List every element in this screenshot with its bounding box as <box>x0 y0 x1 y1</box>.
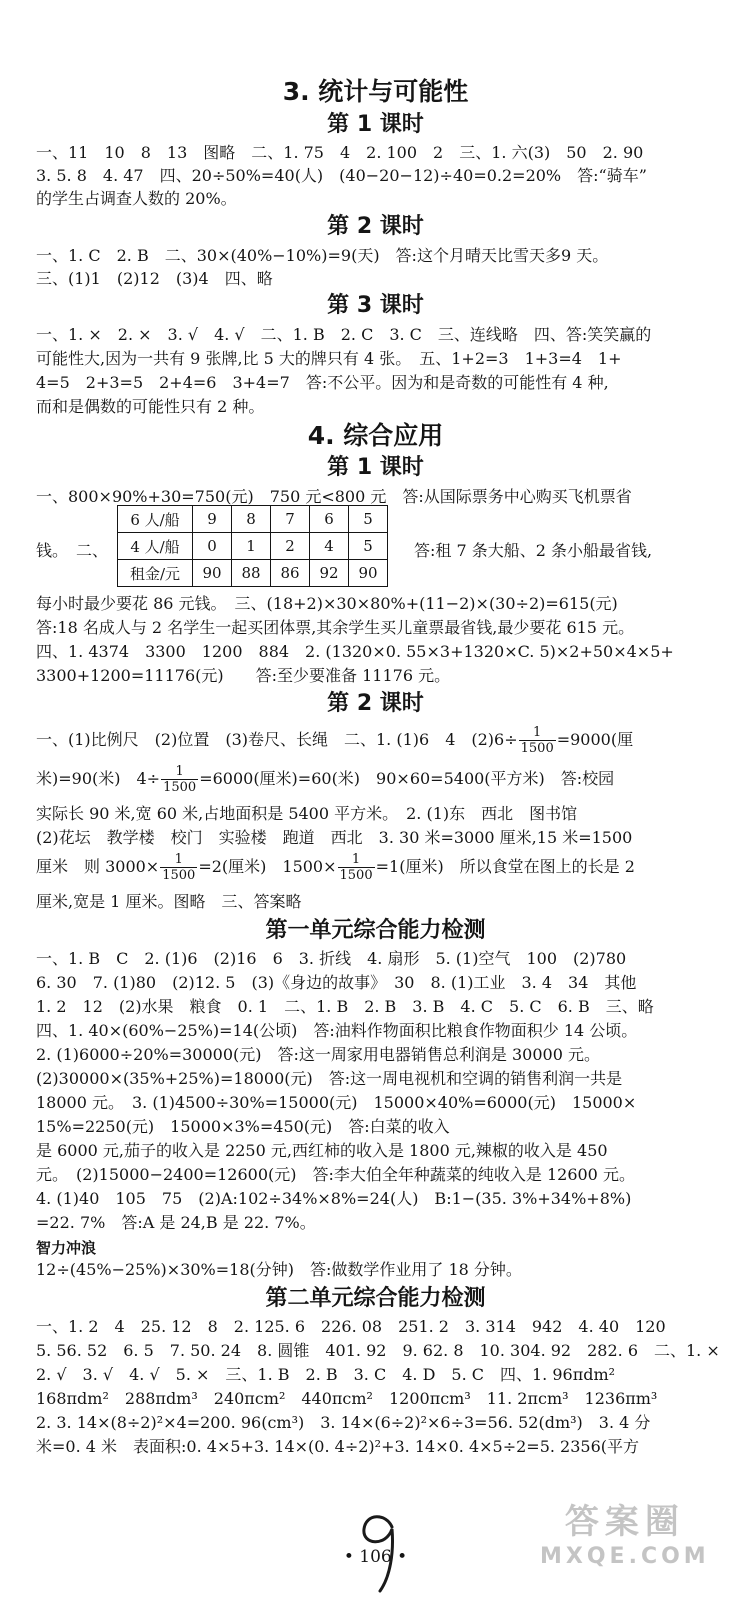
fraction-denominator: 1500 <box>162 868 196 883</box>
table-row <box>118 560 388 587</box>
fraction-denominator: 1500 <box>339 868 373 883</box>
answer-line: 一、800×90%+30=750(元) 750 元<800 元 答:从国际票务中心购买飞机票省 <box>36 487 632 506</box>
table-cell: 7 <box>271 506 310 533</box>
watermark-logo <box>540 1500 710 1569</box>
section-title-statistics: 3. 统计与可能性 <box>282 77 469 106</box>
lesson-heading: 第 1 课时 <box>327 455 424 480</box>
answer-line: 3300+1200=11176(元) 答:至少要准备 11176 元。 <box>36 666 451 685</box>
watermark-url: MXQE.COM <box>540 1544 710 1569</box>
answer-line: 每小时最少要花 86 元钱。 三、(18+2)×30×80%+(11−2)×(30÷2)=615(元) <box>36 594 618 613</box>
boat-rental-table <box>117 505 388 587</box>
lesson-heading: 第 2 课时 <box>327 691 424 716</box>
answer-line: 3. 5. 8 4. 47 四、20÷50%=40(人) (40−20−12)÷40=0.2=20% 答:“骑车” <box>36 166 647 185</box>
answer-line: 1. 2 12 (2)水果 粮食 0. 1 二、1. B 2. B 3. B 4. C 5. C 6. B 三、略 <box>36 997 654 1016</box>
table-cell: 2 <box>271 533 310 560</box>
answer-line: 可能性大,因为一共有 9 张牌,比 5 大的牌只有 4 张。 五、1+2=3 1+3=4 1+ <box>36 349 622 368</box>
answer-line: 2. 3. 14×(8÷2)²×4=200. 96(cm³) 3. 14×(6÷2)²×6÷3=56. 52(dm³) 3. 4 分 <box>36 1413 651 1432</box>
answer-line: 4=5 2+3=5 2+4=6 3+4=7 答:不公平。因为和是奇数的可能性有 4 种, <box>36 373 609 392</box>
row-label: 6 人/船 <box>118 506 193 533</box>
answer-line: 厘米,宽是 1 厘米。图略 三、答案略 <box>36 892 302 911</box>
unit-test-heading: 第二单元综合能力检测 <box>265 1286 486 1311</box>
answer-line: 一、1. 2 4 25. 12 8 2. 125. 6 226. 08 251. 2 3. 314 942 4. 40 120 <box>36 1317 666 1336</box>
table-row <box>118 506 388 533</box>
answer-line: 一、1. × 2. × 3. √ 4. √ 二、1. B 2. C 3. C 三、连线略 四、答:笑笑赢的 <box>36 325 652 344</box>
fraction-denominator: 1500 <box>520 741 554 756</box>
fraction-numerator: 1 <box>161 764 198 780</box>
section-title-application: 4. 综合应用 <box>307 421 444 450</box>
answer-text: 米)=90(米) 4÷ <box>36 769 161 788</box>
answer-text: =2(厘米) 1500× <box>198 857 337 876</box>
table-cell: 5 <box>349 533 388 560</box>
table-cell: 90 <box>349 560 388 587</box>
answer-line: 2. (1)6000÷20%=30000(元) 答:这一周家用电器销售总利润是 30000 元。 <box>36 1045 600 1064</box>
table-cell: 90 <box>193 560 232 587</box>
answer-line <box>36 848 716 886</box>
answer-line: 元。 (2)15000−2400=12600(元) 答:李大伯全年种蔬菜的纯收入是 12600 元。 <box>36 1165 635 1184</box>
fraction <box>161 764 198 795</box>
answer-line: 钱。 二、 <box>36 541 109 560</box>
answer-line: (2)花坛 教学楼 校门 实验楼 跑道 西北 3. 30 米=3000 厘米,15 米=1500 <box>36 828 633 847</box>
fraction <box>519 725 556 756</box>
answer-line <box>36 722 716 758</box>
answer-line: 三、(1)1 (2)12 (3)4 四、略 <box>36 269 273 288</box>
brain-teaser-heading: 智力冲浪 <box>36 1239 97 1257</box>
page-number: • 106 • <box>343 1547 408 1567</box>
answer-text: =9000(厘 <box>556 730 634 749</box>
fraction <box>160 852 197 883</box>
answer-line: 四、1. 4374 3300 1200 884 2. (1320×0. 55×3+1320×C. 5)×2+50×4×5+ <box>36 642 674 661</box>
lesson-heading: 第 3 课时 <box>327 293 424 318</box>
answer-line: 4. (1)40 105 75 (2)A:102÷34%×8%=24(人) B:1−(35. 3%+34%+8%) <box>36 1189 632 1208</box>
watermark-text: 答案圈 <box>564 1502 685 1542</box>
answer-line: 是 6000 元,茄子的收入是 2250 元,西红柿的收入是 1800 元,辣椒的收入是 450 <box>36 1141 608 1160</box>
table-cell: 4 <box>310 533 349 560</box>
answer-text: =6000(厘米)=60(米) 90×60=5400(平方米) 答:校园 <box>199 769 615 788</box>
answer-line: 6. 30 7. (1)80 (2)12. 5 (3)《身边的故事》 30 8. (1)工业 3. 4 34 其他 <box>36 973 637 992</box>
answer-text: 厘米 则 3000× <box>36 857 160 876</box>
table-cell: 86 <box>271 560 310 587</box>
answer-text: =1(厘米) 所以食堂在图上的长是 2 <box>375 857 635 876</box>
table-cell: 1 <box>232 533 271 560</box>
table-cell: 5 <box>349 506 388 533</box>
row-label: 4 人/船 <box>118 533 193 560</box>
table-cell: 8 <box>232 506 271 533</box>
answer-line: 2. √ 3. √ 4. √ 5. × 三、1. B 2. B 3. C 4. D 5. C 四、1. 96πdm² <box>36 1365 616 1384</box>
fraction <box>338 852 375 883</box>
answer-line: 5. 56. 52 6. 5 7. 50. 24 8. 圆锥 401. 92 9. 62. 8 10. 304. 92 282. 6 二、1. × <box>36 1341 720 1360</box>
table-cell: 6 <box>310 506 349 533</box>
answer-line: (2)30000×(35%+25%)=18000(元) 答:这一周电视机和空调的销售利润一共是 <box>36 1069 623 1088</box>
answer-line: 一、11 10 8 13 图略 二、1. 75 4 2. 100 2 三、1. 六(3) 50 2. 90 <box>36 143 644 162</box>
answer-line: 而和是偶数的可能性只有 2 种。 <box>36 397 265 416</box>
answer-line: =22. 7% 答:A 是 24,B 是 22. 7%。 <box>36 1213 316 1232</box>
answer-text: 一、(1)比例尺 (2)位置 (3)卷尺、长绳 二、1. (1)6 4 (2)6÷ <box>36 730 518 749</box>
answer-line: 168πdm² 288πdm³ 240πcm² 440πcm² 1200πcm³ 11. 2πcm³ 1236πm³ <box>36 1389 658 1408</box>
table-cell: 0 <box>193 533 232 560</box>
table-cell: 9 <box>193 506 232 533</box>
handwritten-nine-mark <box>352 1505 412 1595</box>
answer-line: 四、1. 40×(60%−25%)=14(公顷) 答:油料作物面积比粮食作物面积少 14 公顷。 <box>36 1021 638 1040</box>
fraction-denominator: 1500 <box>163 780 197 795</box>
fraction-numerator: 1 <box>519 725 556 741</box>
fraction-numerator: 1 <box>338 852 375 868</box>
answer-line: 答:租 7 条大船、2 条小船最省钱, <box>414 541 653 560</box>
answer-line: 一、1. C 2. B 二、30×(40%−10%)=9(天) 答:这个月晴天比雪天多9 天。 <box>36 246 609 265</box>
row-label: 租金/元 <box>118 560 193 587</box>
answer-line: 答:18 名成人与 2 名学生一起买团体票,其余学生买儿童票最省钱,最少要花 615 元。 <box>36 618 635 637</box>
table-cell: 92 <box>310 560 349 587</box>
lesson-heading: 第 2 课时 <box>327 214 424 239</box>
answer-line: 15%=2250(元) 15000×3%=450(元) 答:白菜的收入 <box>36 1117 450 1136</box>
answer-line: 米=0. 4 米 表面积:0. 4×5+3. 14×(0. 4÷2)²+3. 14×0. 4×5÷2=5. 2356(平方 <box>36 1437 640 1456</box>
answer-line: 18000 元。 3. (1)4500÷30%=15000(元) 15000×40%=6000(元) 15000× <box>36 1093 637 1112</box>
lesson-heading: 第 1 课时 <box>327 112 424 137</box>
table-cell: 88 <box>232 560 271 587</box>
unit-test-heading: 第一单元综合能力检测 <box>265 918 486 943</box>
answer-line <box>36 761 716 797</box>
answer-line: 的学生占调查人数的 20%。 <box>36 189 237 208</box>
answer-line: 实际长 90 米,宽 60 米,占地面积是 5400 平方米。 2. (1)东 西北 图书馆 <box>36 804 578 823</box>
fraction-numerator: 1 <box>160 852 197 868</box>
table-row <box>118 533 388 560</box>
answer-line: 一、1. B C 2. (1)6 (2)16 6 3. 折线 4. 扇形 5. (1)空气 100 (2)780 <box>36 949 627 968</box>
answer-line: 12÷(45%−25%)×30%=18(分钟) 答:做数学作业用了 18 分钟。 <box>36 1260 522 1279</box>
